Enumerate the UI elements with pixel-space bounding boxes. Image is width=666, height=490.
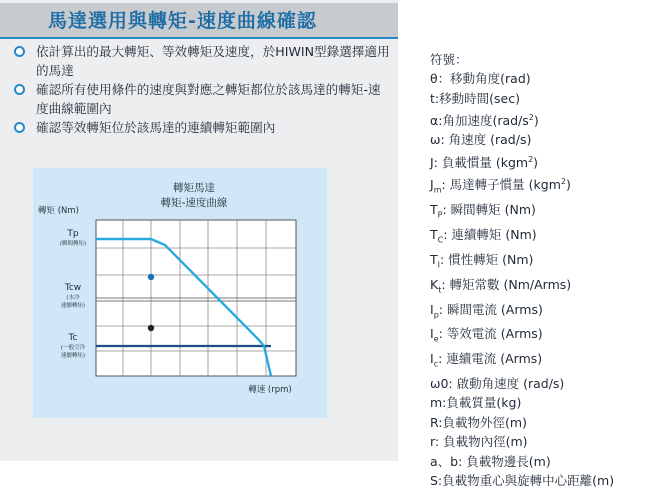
- tc-sub-label-1: (一般空冷: [60, 345, 86, 351]
- symbol-item: R:負載物外徑(m): [430, 414, 527, 430]
- tc-label: Tc: [68, 333, 78, 343]
- symbols-title: 符號：: [430, 52, 468, 67]
- symbol-item: $T_C$: 連續轉矩 (Nm): [430, 227, 537, 245]
- symbol-item: r: 負載物內徑(m): [430, 434, 528, 450]
- tcw-sub-label-2: 連續轉矩): [60, 303, 86, 309]
- bullet-circle-icon: [14, 84, 25, 95]
- bullet-item: [14, 118, 392, 137]
- tp-sub-label: (瞬間轉矩): [59, 241, 87, 247]
- symbol-item: m:負載質量(kg): [430, 395, 522, 411]
- symbol-item: $T_I$: 慣性轉矩 (Nm): [430, 251, 534, 270]
- title-bar: [0, 3, 398, 39]
- symbol-item: ω0: 啟動角速度 (rad/s): [430, 376, 565, 392]
- bullet-item: [14, 80, 392, 118]
- symbols-panel: [430, 50, 662, 490]
- y-axis-label: 轉矩 (Nm): [38, 206, 79, 216]
- symbol-item: θ：移動角度(rad): [430, 71, 531, 87]
- bullet-list: [14, 42, 392, 137]
- bullet-text: 依計算出的最大轉矩、等效轉矩及速度，於HIWIN型錄選擇適用的馬達: [36, 44, 390, 78]
- symbol-item: α:角加速度$(rad/s^2)$: [430, 112, 539, 129]
- symbol-item: $I_e$: 等效電流 (Arms): [430, 326, 543, 344]
- chart-title-line2: 轉矩-速度曲線: [160, 197, 228, 209]
- bullet-circle-icon: [14, 122, 25, 133]
- chart-svg: [33, 168, 327, 418]
- operating-point-black: [148, 325, 154, 331]
- symbol-item: $I_c$: 連續電流 (Arms): [430, 351, 543, 369]
- symbol-item: S:負載物重心與旋轉中心距離(m): [430, 472, 615, 488]
- symbol-item: a、b: 負載物邊長(m): [430, 453, 551, 469]
- chart-title-line1: 轉矩馬達: [173, 182, 215, 194]
- bullet-text: 確認等效轉矩位於該馬達的連續轉矩範圍內: [36, 120, 276, 135]
- operating-point-blue: [148, 274, 154, 280]
- symbols-list: [430, 69, 662, 490]
- torque-speed-chart: [33, 168, 327, 418]
- tp-label: Tp: [67, 229, 79, 239]
- symbol-item: t:移動時間(sec): [430, 90, 520, 106]
- tcw-label: Tcw: [64, 283, 82, 293]
- symbol-item: $K_t$: 轉矩常數 (Nm/Arms): [430, 276, 572, 295]
- symbol-item: J: 負載慣量 (kgm$^2$): [430, 154, 539, 170]
- bullet-circle-icon: [14, 46, 25, 57]
- symbol-item: $J_m$: 馬達轉子慣量 (kgm$^2$): [430, 177, 571, 195]
- tc-sub-label-2: 連續轉矩): [60, 353, 86, 359]
- x-axis-label: 轉速 (rpm): [248, 385, 292, 395]
- tcw-sub-label-1: (水冷: [66, 295, 80, 301]
- bullet-item: [14, 42, 392, 80]
- symbol-item: $I_p$: 瞬間電流 (Arms): [430, 301, 543, 320]
- symbol-item: $T_P$: 瞬間轉矩 (Nm): [430, 202, 536, 220]
- page-title: 馬達選用與轉矩-速度曲線確認: [48, 10, 317, 32]
- symbol-item: ω: 角速度 (rad/s): [430, 132, 532, 148]
- bullet-text: 確認所有使用條件的速度與對應之轉矩都位於該馬達的轉矩-速度曲線範圍內: [36, 82, 381, 116]
